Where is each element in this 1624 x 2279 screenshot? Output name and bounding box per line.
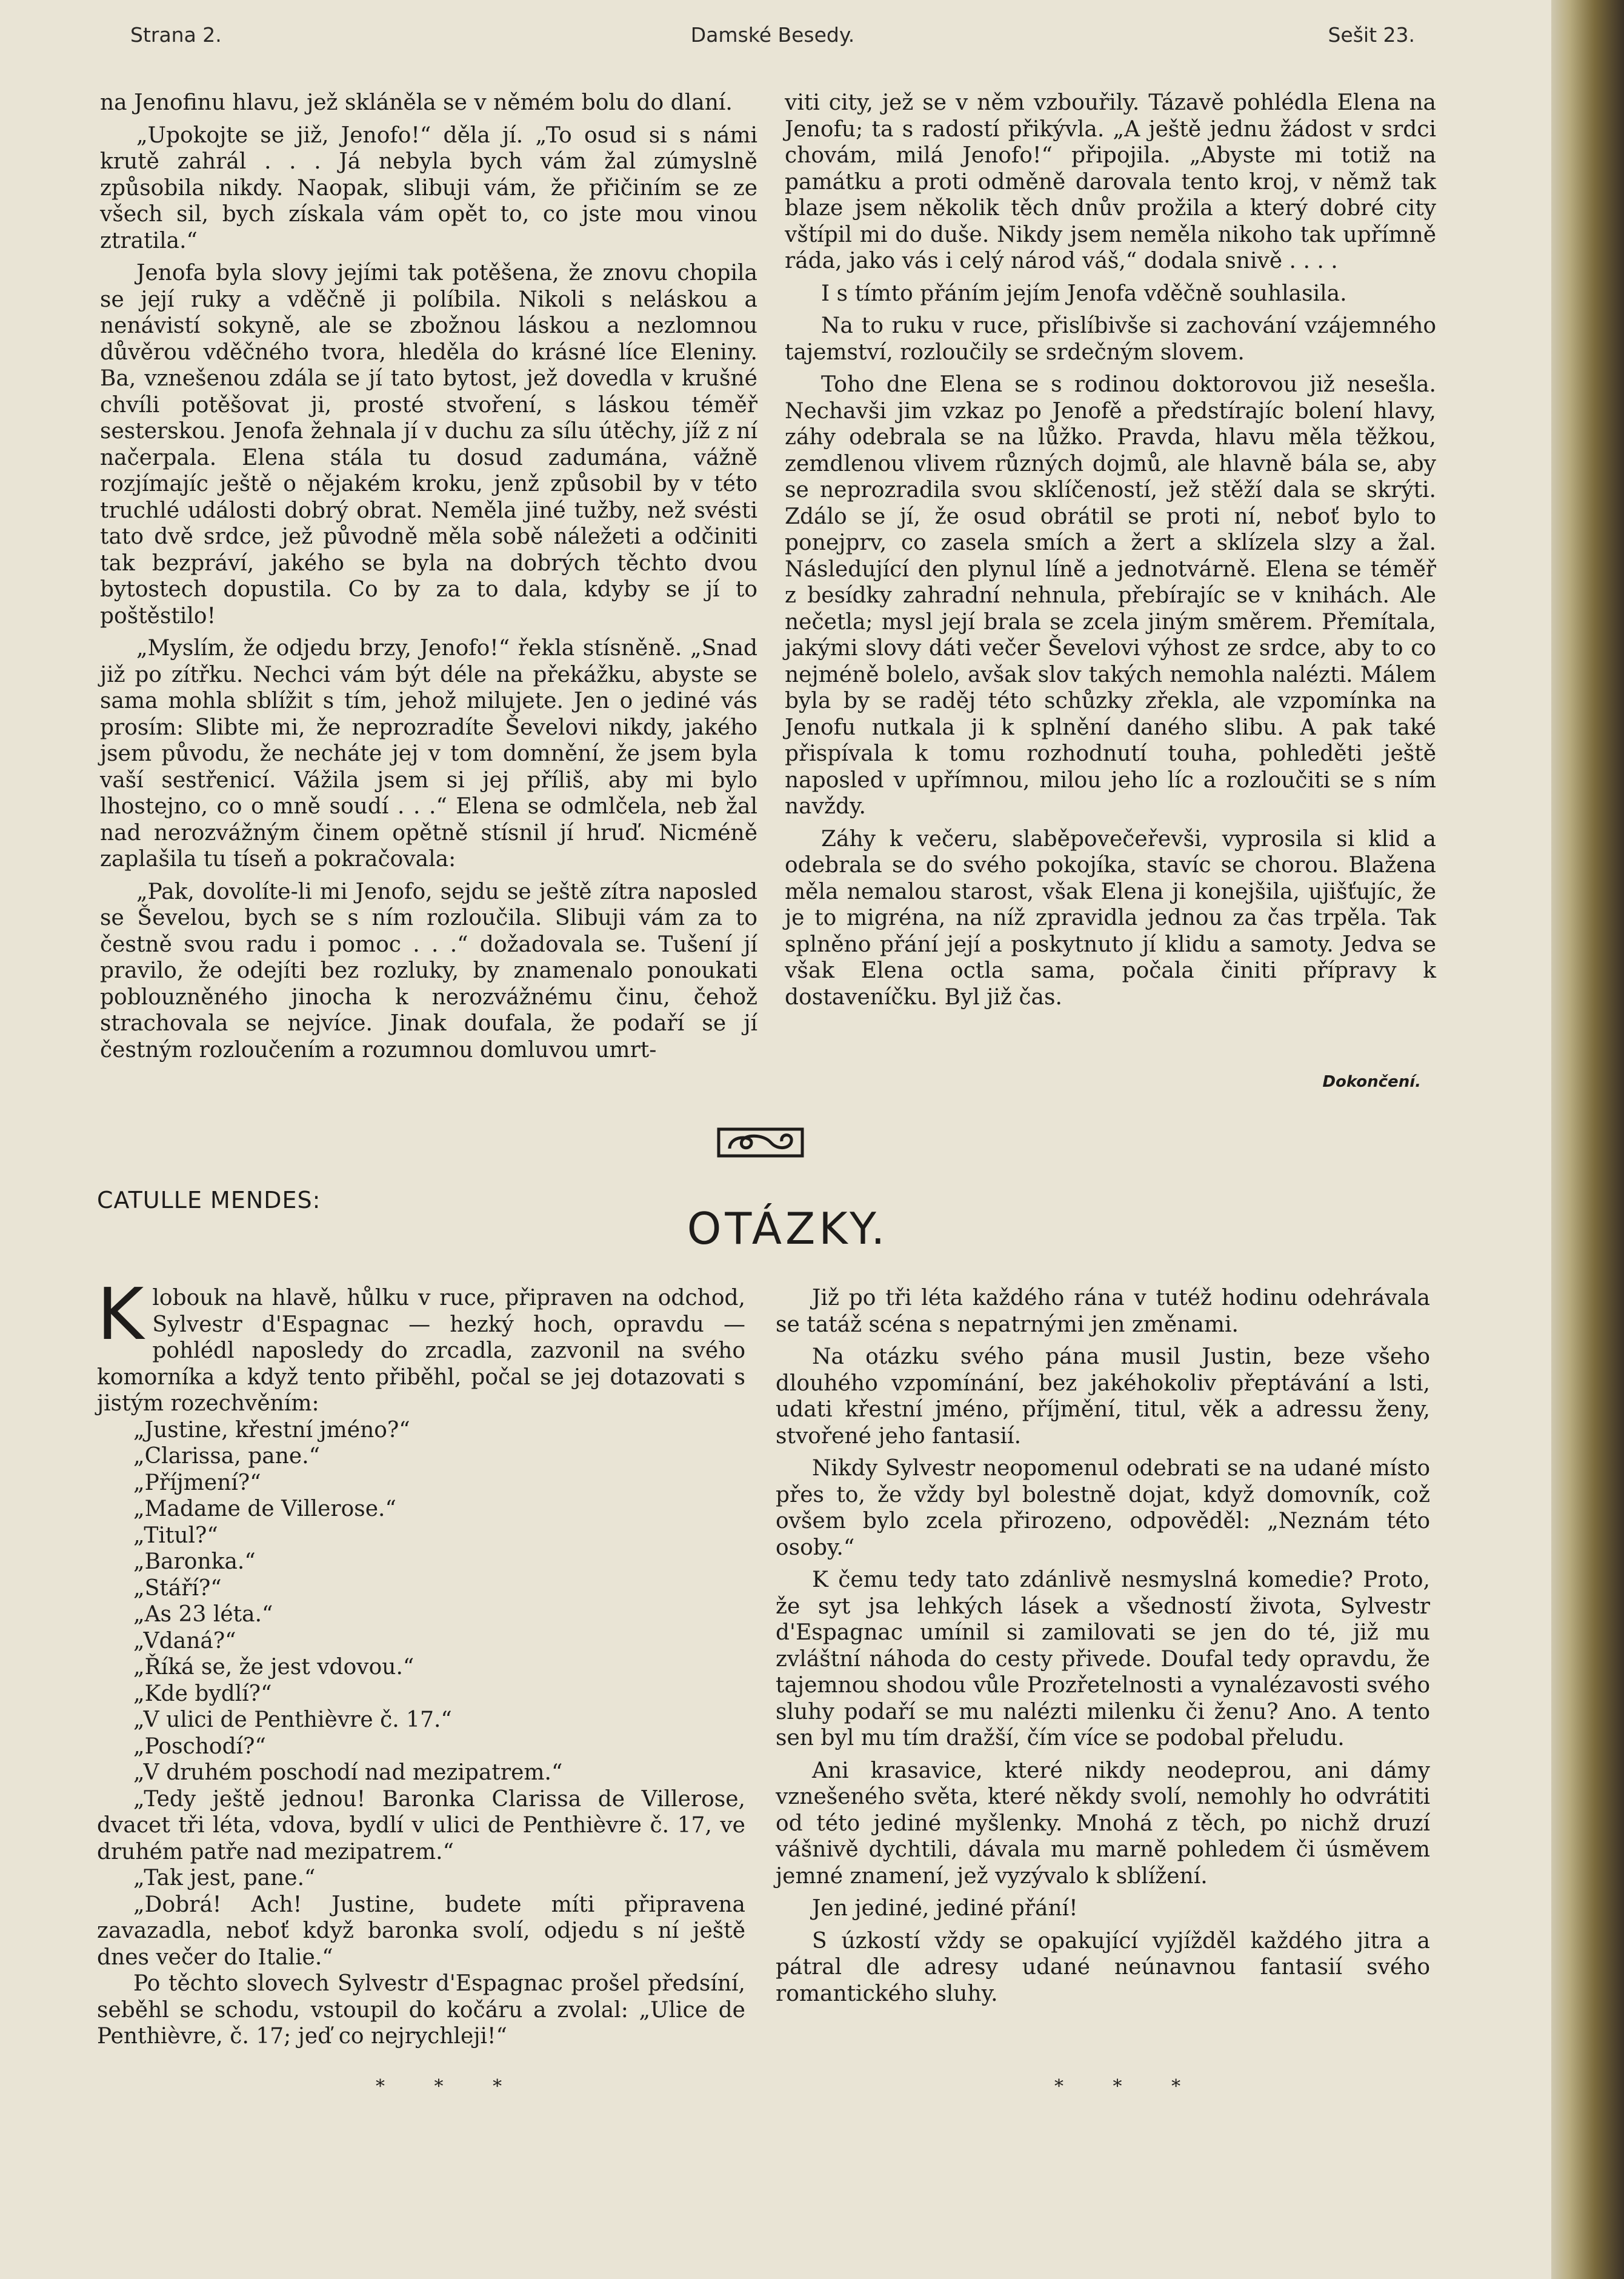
section-separator: * * * [376,2076,524,2097]
paragraph: I s tímto přáním jejím Jenofa vděčně souhlasila. [821,281,1347,306]
paragraph: Záhy k večeru, slaběpovečeřevši, vyprosila si klid a odebrala se do svého pokojíka, stavíc se chorou. Blažena měla nemalou starost, však Elena ji konejšila, ujišťujíc, že je to migréna, na níž zpravidla jednou za čas trpěla. Tak splněno přání její a poskytnuto jí klidu a samoty. Jedva se však Elena octla sama, počala činiti přípravy k dostaveníčku. Byl již čas. [785,826,1436,1010]
paragraph: Po těchto slovech Sylvestr d'Espagnac prošel předsíní, seběhl se schodu, vstoupil do kočáru a zvolal: „Ulice de Penthièvre, č. 17; jeď co nejrychleji!“ [97,1971,745,2049]
paragraph: Ani krasavice, které nikdy neodeprou, ani dámy vznešeného světa, které někdy svolí, nemohly ho odvrátiti od této jediné myšlenky. Mnohá z těch, po nichž druzí vášnivě dychtili, dávala mu marně pohledem či úsměvem jemné znamení, jež vyzývalo k sblížení. [776,1758,1430,1889]
magazine-title: Damské Besedy. [690,23,855,47]
dialog-line: „Říká se, že jest vdovou.“ [133,1655,414,1680]
drop-cap: K [97,1272,144,1356]
story2-title: OTÁZKY. [687,1203,889,1254]
paragraph: viti city, jež se v něm vzbouřily. Tázavě pohlédla Elena na Jenofu; ta s radostí přikývla. „A ještě jednu žádost v srdci chovám, milá Jenofo!“ připojila. „Abyste mi totiž na památku a proti odměně darovala tento kroj, v němž tak blaze jsem několik těch dnův prožila a který dobré city vštípil mi do duše. Nikdy jsem neměla nikoho tak upřímně ráda, jako vás i celý národ váš,“ dodala snivě . . . . [785,90,1436,273]
paragraph: Na to ruku v ruce, přislíbivše si zachování vzájemného tajemství, rozloučily se srdečným slovem. [785,313,1436,365]
paragraph: Již po tři léta každého rána v tutéž hodinu odehrávala se tatáž scéna s nepatrnými jen změnami. [776,1286,1430,1337]
paragraph: „Pak, dovolíte-li mi Jenofo, sejdu se ještě zítra naposled se Ševelou, bych se s ním rozloučila. Slibuji vám za to čestně svou radu i pomoc . . .“ dožadovala se. Tušení jí pravilo, že odejíti bez rozluky, by znamenalo ponoukati poblouzněného jinocha k nerozvážnému činu, čehož strachovala se nejvíce. Jinak doufala, že podaří se jí čestným rozloučením a rozumnou domluvou umrt- [100,879,757,1063]
story2-column-right [776,1285,1430,2013]
paragraph: „Dobrá! Ach! Justine, budete míti připravena zavazadla, neboť když baronka svolí, odjedu s ní ještě dnes večer do Italie.“ [97,1892,745,1970]
dialog-line: „Justine, křestní jméno?“ [133,1417,410,1443]
paragraph: Toho dne Elena se s rodinou doktorovou již nesešla. Nechavši jim vzkaz po Jenofě a předstírajíc bolení hlavy, záhy odebrala se na lůžko. Pravda, hlavu měla těžkou, zemdlenou vlivem různých dojmů, ale hlavně bála se, aby se neprozradila svou sklíčeností, jež stěží dala se skrýti. Zdálo se jí, že osud obrátil se proti ní, neboť bylo to ponejprv, co zasela smích a žert a sklízela slzy a žal. Následující den plynul líně a jednotvárně. Elena se téměř z besídky zahradní nehnula, přebírajíc se v knihách. Ale nečetla; mysl její brala se zcela jiným směrem. Přemítala, jakými slovy dáti večer Ševelovi výhost ze srdce, aby to co nejméně bolelo, avšak slov takých nemohla nalézti. Málem byla by se raděj této schůzky zřekla, ale vzpomínka na Jenofu nutkala ji k splnění daného slibu. A pak také přispívala k tomu rozhodnutí touha, pohleděti ještě naposled v upřímnou, milou jeho líc a rozloučiti se s ním navždy. [785,372,1436,819]
paragraph: „Tak jest, pane.“ [133,1866,316,1890]
ending-note: Dokončení. [1322,1073,1421,1091]
paragraph: K čemu tedy tato zdánlivě nesmyslná komedie? Proto, že syt jsa lehkých lásek a všedností života, Sylvestr d'Espagnac umínil si zamilovati se jen do té, již mu zvláštní náhoda do cesty přivede. Doufal tedy opravdu, že tajemnou shodou vůle Prozřetelnosti a vynalézavosti svého sluhy podaří se mu nalézti milenku či ženu? Ano. A tento sen byl mu tím dražší, čím více se podobal přeludu. [776,1567,1430,1750]
lead-paragraph [97,1272,745,1417]
paragraph: S úzkostí vždy se opakující vyjížděl každého jitra a pátral dle adresy udané neúnavnou fantasií svého romantického sluhy. [776,1928,1430,2006]
dialog-line: „Stáří?“ [133,1575,222,1601]
dialog-line: „Baronka.“ [133,1549,256,1574]
running-header [130,23,1415,59]
issue-number: Sešit 23. [1328,23,1415,47]
dialog-line: „V druhém poschodí nad mezipatrem.“ [133,1760,563,1785]
dialog-line: „Poschodí?“ [133,1733,266,1759]
lead-text: lobouk na hlavě, hůlku v ruce, připraven na odchod, Sylvestr d'Espagnac — hezký hoch, opravdu — pohlédl naposledy do zrcadla, zazvonil na svého komorníka a když tento přiběhl, počal se jej dotazovati s jistým rozechvěním: [97,1286,745,1416]
story2-column-left [97,1272,745,2050]
section-separator: * * * [1054,2076,1203,2097]
binding-edge [1551,0,1624,2279]
paragraph: Jenofa byla slovy jejími tak potěšena, že znovu chopila se její ruky a vděčně ji políbila. Nikoli s neláskou a nenávistí sokyně, ale se zbožnou láskou a nezlomnou důvěrou vděčného tvora, hleděla do krásné líce Eleniny. Ba, vznešenou zdála se jí tato bytost, jež dovedla v krušné chvíli potěšovat ji, prosté stvoření, s láskou téměř sesterskou. Jenofa žehnala jí v duchu za sílu útěchy, jíž z ní načerpala. Elena stála tu dosud zadumána, vážně rozjímajíc ještě o nějakém kroku, jenž způsobil by v této truchlé události dobrý obrat. Neměla jiné tužby, než svésti tato dvě srdce, jež původně měla sobě náležeti a odčiniti tak bezpráví, jakého se byla na dobrých těchto dvou bytostech dopustila. Co by za to dala, kdyby se jí to poštěstilo! [100,261,757,629]
paragraph: „Tedy ještě jednou! Baronka Clarissa de Villerose, dvacet tři léta, vdova, bydlí v ulici de Penthièvre č. 17, ve druhém patře nad mezipatrem.“ [97,1786,745,1864]
paragraph: „Upokojte se již, Jenofo!“ děla jí. „To osud si s námi krutě zahrál . . . Já nebyla bych vám žal zúmyslně způsobila nikdy. Naopak, slibuji vám, že přičiním se ze všech sil, bych získala vám opět to, co jste mou vinou ztratila.“ [100,122,757,253]
dialog-line: „Madame de Villerose.“ [133,1497,396,1521]
story1-column-left [100,90,757,1069]
story2-author: CATULLE MENDES: [97,1187,321,1213]
paragraph: „Myslím, že odjedu brzy, Jenofo!“ řekla stísněně. „Snad již po zítřku. Nechci vám být déle na překážku, abyste se sama mohla sblížit s tím, jehož milujete. Jen o jediné vás prosím: Slibte mi, že neprozradíte Ševelovi nikdy, jakého jsem původu, že necháte jej v tom domnění, že jsem byla vaší sestřenicí. Vážila jsem si jej příliš, aby mi bylo lhostejno, co o mně soudí . . .“ Elena se odmlčela, neb žal nad nerozvážným činem opětně stísnil jí hruď. Nicméně zaplašila tu tíseň a pokračovala: [100,636,757,872]
dialog-line: „Příjmení?“ [133,1470,261,1495]
dialog-line: „Vdaná?“ [133,1628,236,1653]
ornament-divider-icon [715,1124,806,1161]
dialog-line: „Titul?“ [133,1523,218,1548]
dialog-line: „Clarissa, pane.“ [133,1444,321,1469]
dialog-line: „V ulici de Penthièvre č. 17.“ [133,1707,452,1732]
paragraph: Jen jediné, jediné přání! [812,1896,1078,1921]
paragraph: na Jenofinu hlavu, jež skláněla se v němém bolu do dlaní. [100,90,733,115]
dialog-line: „As 23 léta.“ [133,1602,273,1627]
paragraph: Nikdy Sylvestr neopomenul odebrati se na udané místo přes to, že vždy byl bolestně dojat, když domovník, což ovšem bylo zcela přirozeno, odpověděl: „Neznám této osoby.“ [776,1456,1430,1560]
paragraph: Na otázku svého pána musil Justin, beze všeho dlouhého vzpomínání, bez jakéhokoliv přeptávání a lsti, udati křestní jméno, příjmění, titul, věk a adressu ženy, stvořené jeho fantasií. [776,1344,1430,1449]
story1-column-right [785,90,1436,1016]
dialog-line: „Kde bydlí?“ [133,1681,272,1706]
page-number: Strana 2. [130,23,222,47]
